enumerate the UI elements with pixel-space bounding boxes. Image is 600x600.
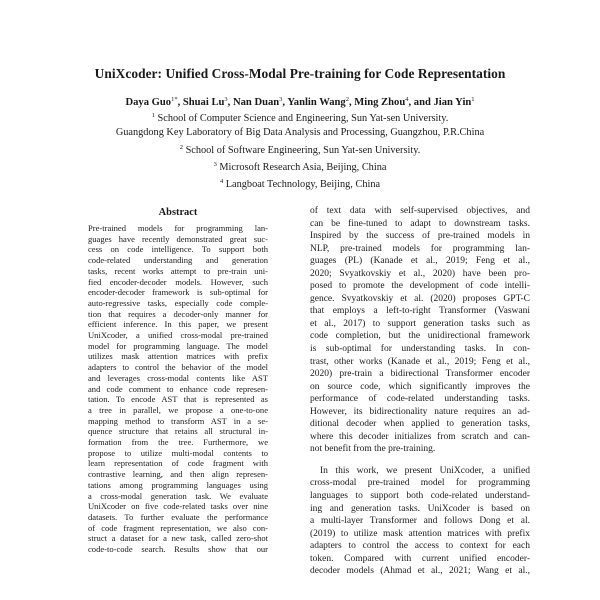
- affiliation-text: School of Computer Science and Engineering, Sun Yat-sen University.: [157, 113, 449, 124]
- affiliation-text: Langboat Technology, Beijing, China: [225, 179, 381, 191]
- affiliation-mark: 3: [213, 160, 217, 168]
- abstract-line: Pre-trained models for programming lan-: [88, 223, 268, 233]
- affiliation-line: [0, 158, 600, 175]
- abstract-line: code-related understanding and generation: [88, 255, 268, 266]
- author-separator: ,: [282, 97, 288, 108]
- author-name: Daya Guo: [125, 97, 172, 108]
- abstract-line: struct a dataset for a new task, called zero-shot: [88, 533, 268, 544]
- abstract-line: contrastive learning, and then align represen-: [88, 469, 268, 480]
- abstract-line: propose to utilize multi-modal contents to: [88, 447, 268, 458]
- paper-title: UniXcoder: Unified Cross-Modal Pre-training for Code Representation: [94, 66, 506, 81]
- author-name: Yanlin Wang: [287, 97, 346, 108]
- affiliation-text: School of Software Engineering, Sun Yat-sen University.: [185, 144, 421, 156]
- author-affiliation-mark: 3: [224, 96, 228, 103]
- body-line: performance of code-related understanding tasks.: [310, 394, 530, 405]
- author-name: Shuai Lu: [182, 97, 225, 108]
- abstract-line: tion that requires a decoder-only manner for: [88, 308, 268, 319]
- body-line: NLP, pre-trained models for programming lan-: [310, 243, 530, 254]
- author-affiliation-mark: 4: [405, 96, 409, 103]
- body-line: ing and generation tasks. UniXcoder is based on: [310, 503, 530, 514]
- abstract-line: UniXcoder on five code-related tasks over nine: [88, 501, 268, 512]
- body-line: of text data with self-supervised objectives, and: [310, 206, 530, 216]
- body-line: gence. Svyatkovskiy et al. (2020) proposes GPT-C: [310, 293, 530, 304]
- body-line: (2019) to utilize mask attention matrices with prefix: [310, 528, 530, 539]
- abstract-line: and code comment to enhance code represen-: [88, 383, 268, 394]
- body-line: token. Compared with current unified encoder-: [310, 553, 530, 564]
- abstract-line: model for programming language. The model: [88, 340, 268, 351]
- abstract-line: UniXcoder, a unified cross-modal pre-trained: [88, 330, 268, 341]
- abstract-line: a tree in parallel, we propose a one-to-one: [88, 404, 268, 415]
- abstract-line: tasks, recent works attempt to pre-train uni-: [88, 265, 268, 276]
- abstract-line: a cross-modal generation task. We evaluate: [88, 490, 268, 501]
- body-line: 2020) pre-train a bidirectional Transformer encoder: [310, 369, 530, 380]
- body-line: Inspired by the success of pre-trained models in: [310, 231, 530, 242]
- abstract-line: tations among programming languages using: [88, 479, 268, 490]
- body-line: However, its bidirectionality nature requires an ad-: [310, 406, 530, 417]
- body-line: guages (PL) (Kanade et al., 2019; Feng et al.,: [310, 256, 530, 267]
- author-affiliation-mark: 1*: [171, 96, 178, 103]
- abstract-line: efficient inference. In this paper, we present: [88, 319, 268, 330]
- abstract-line: guages have recently demonstrated great suc-: [88, 233, 268, 244]
- abstract-line: auto-regressive tasks, especially code comple-: [88, 297, 268, 308]
- author-separator: ,: [348, 97, 355, 108]
- abstract-line: adapters to control the behavior of the model: [88, 362, 268, 373]
- abstract-line: of code fragment representation, we also con-: [88, 522, 268, 533]
- abstract-line: mapping method to transform AST in a se-: [88, 415, 268, 426]
- author-separator: ,: [227, 97, 233, 108]
- affiliation-line: [0, 175, 600, 192]
- affiliation-line: [0, 109, 600, 126]
- author-name: Jian Yin: [433, 97, 472, 108]
- body-line: adapters to control the access to context for each: [310, 541, 530, 552]
- abstract-line: formation from the tree. Furthermore, we: [88, 437, 268, 448]
- author-affiliation-mark: 3: [279, 96, 283, 103]
- affiliation-list: [0, 109, 600, 192]
- body-line: posed to promote the development of code intelli-: [310, 281, 530, 292]
- body-line: decoder models (Ahmad et al., 2021; Wang et al.,: [310, 566, 530, 577]
- body-line: can be fine-tuned to adapt to downstream tasks.: [310, 218, 530, 229]
- body-line: 2020; Svyatkovskiy et al., 2020) have been pro-: [310, 268, 530, 279]
- body-line: languages to support both code-related understand-: [310, 491, 530, 502]
- paragraph-gap: [310, 456, 530, 465]
- affiliation-mark: 2: [179, 143, 183, 151]
- body-line: on source code, which significantly improves the: [310, 381, 530, 392]
- abstract-line: learn representation of code fragment with: [88, 458, 268, 469]
- body-line: ditional decoder when applied to generation tasks,: [310, 419, 530, 430]
- body-line: that employs a left-to-right Transformer (Vaswani: [310, 306, 530, 317]
- body-line: trast, other works (Kanade et al., 2019; Feng et al.,: [310, 356, 530, 367]
- author-name: Ming Zhou: [354, 97, 406, 108]
- author-affiliation-mark: 2: [345, 96, 349, 103]
- affiliation-mark: 1: [151, 112, 155, 119]
- body-line: In this work, we present UniXcoder, a unified: [320, 465, 530, 476]
- affiliation-mark: 4: [219, 178, 224, 186]
- author-affiliation-mark: 1: [471, 96, 475, 103]
- abstract-heading: Abstract: [158, 207, 198, 218]
- abstract-line: fied encoder-decoder models. However, such: [88, 276, 268, 287]
- body-line: is sub-optimal for understanding tasks. In con-: [310, 344, 530, 355]
- abstract-line: encoder-decoder framework is sub-optimal for: [88, 287, 268, 298]
- body-line: not benefit from the pre-training.: [310, 444, 436, 455]
- body-line: et al., 2017) to support generation tasks such as: [310, 318, 530, 329]
- introduction-column: [310, 205, 530, 578]
- author-name: Nan Duan: [232, 97, 280, 108]
- body-line: where this decoder initializes from scratch and can-: [310, 431, 530, 442]
- abstract-line: quence structure that retains all structural in-: [88, 426, 268, 437]
- affiliation-text: Microsoft Research Asia, Beijing, China: [219, 161, 387, 173]
- affiliation-line: [0, 141, 600, 158]
- author-list: [0, 96, 600, 108]
- abstract-body: [88, 223, 268, 555]
- abstract-line: tation. To encode AST that is represented as: [88, 394, 268, 405]
- body-line: a multi-layer Transformer and follows Dong et al.: [310, 516, 530, 527]
- abstract-line: code-to-code search. Results show that our: [88, 544, 268, 555]
- author-separator: , and: [408, 97, 434, 108]
- abstract-line: and leverages cross-modal contents like AST: [88, 372, 268, 383]
- affiliation-line: [0, 126, 600, 140]
- abstract-line: utilizes mask attention matrices with prefix: [88, 351, 268, 362]
- abstract-line: cess on code intelligence. To support both: [88, 244, 268, 255]
- body-line: cross-modal pre-trained model for programming: [310, 478, 530, 489]
- abstract-line: datasets. To further evaluate the performance: [88, 511, 268, 522]
- affiliation-text: Guangdong Key Laboratory of Big Data Analysis and Processing, Guangzhou, P.R.China: [115, 127, 485, 139]
- author-separator: ,: [177, 97, 183, 108]
- body-line: code completion, but the unidirectional framework: [310, 331, 530, 342]
